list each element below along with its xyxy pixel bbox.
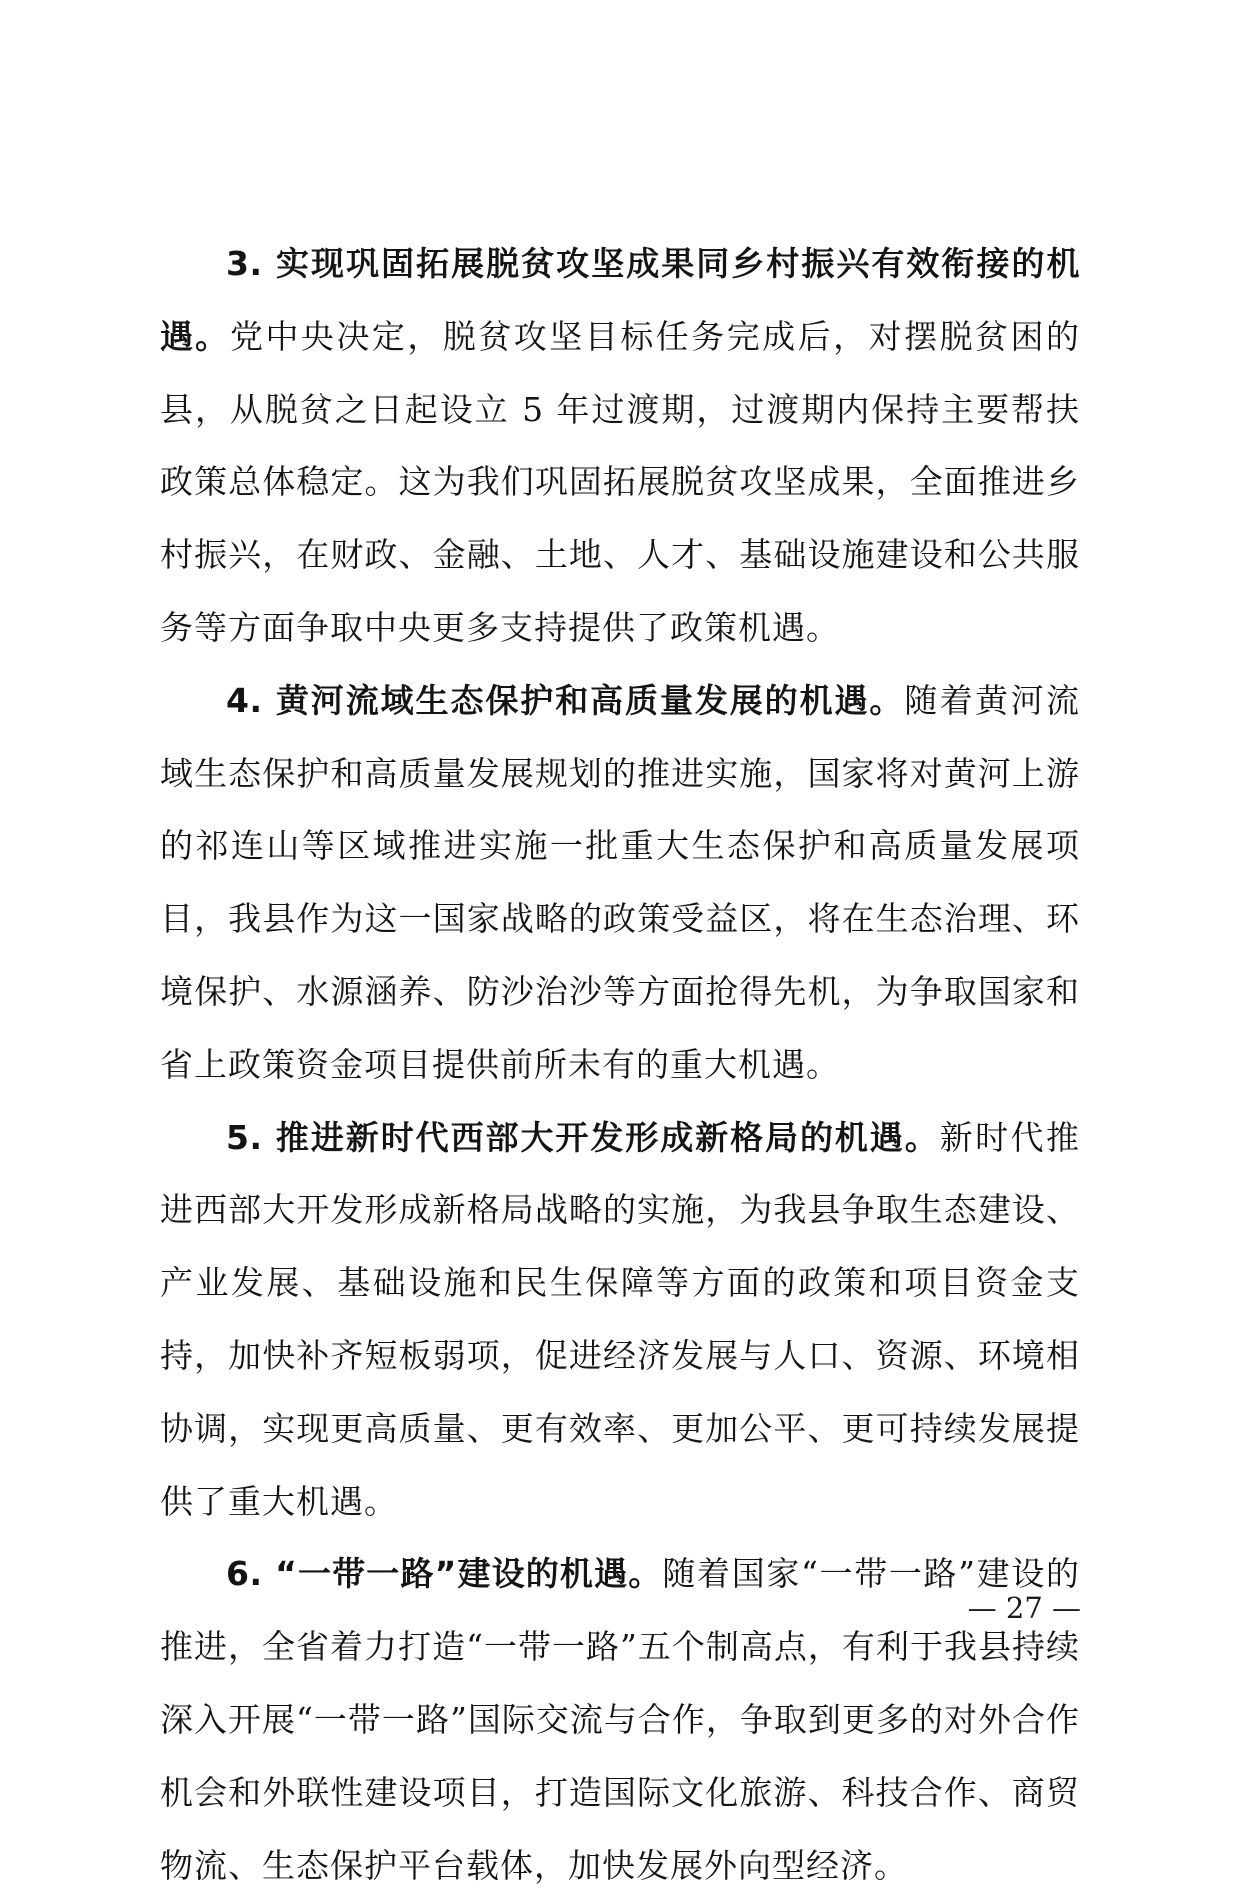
paragraph-text: 随着黄河流域生态保护和高质量发展规划的推进实施，国家将对黄河上游的祁连山等区域推进实施一批重大生态保护和高质量发展项目，我县作为这一国家战略的政策受益区，将在生态治理、环境保护、水源涵养、防沙治沙等方面抢得先机，为争取国家和省上政策资金项目提供前所未有的重大机遇。 <box>160 680 1080 1084</box>
document-body <box>160 228 1080 1902</box>
paragraph-opportunity-6 <box>160 1538 1080 1902</box>
paragraph-heading: 5. 推进新时代西部大开发形成新格局的机遇。 <box>226 1117 940 1157</box>
paragraph-text: 随着国家“一带一路”建设的推进，全省着力打造“一带一路”五个制高点，有利于我县持续深入开展“一带一路”国际交流与合作，争取到更多的对外合作机会和外联性建设项目，打造国际文化旅游、科技合作、商贸物流、生态保护平台载体，加快发展外向型经济。 <box>160 1554 1080 1885</box>
paragraph-opportunity-4 <box>160 665 1080 1102</box>
paragraph-heading: 6. “一带一路”建设的机遇。 <box>226 1554 663 1594</box>
paragraph-text: 新时代推进西部大开发形成新格局战略的实施，为我县争取生态建设、产业发展、基础设施和民生保障等方面的政策和项目资金支持，加快补齐短板弱项，促进经济发展与人口、资源、环境相协调，实现更高质量、更有效率、更加公平、更可持续发展提供了重大机遇。 <box>160 1117 1080 1521</box>
paragraph-text: 党中央决定，脱贫攻坚目标任务完成后，对摆脱贫困的县，从脱贫之日起设立 5 年过渡期，过渡期内保持主要帮扶政策总体稳定。这为我们巩固拓展脱贫攻坚成果，全面推进乡村振兴，在财政、金融、土地、人才、基础设施建设和公共服务等方面争取中央更多支持提供了政策机遇。 <box>160 316 1081 647</box>
paragraph-opportunity-3 <box>160 228 1080 665</box>
paragraph-heading: 3. 实现巩固拓展脱贫攻坚成果同乡村振兴有效衔接的机遇。 <box>160 244 1080 356</box>
page-number: — 27 — <box>967 1591 1081 1625</box>
paragraph-opportunity-5 <box>160 1102 1080 1539</box>
paragraph-heading: 4. 黄河流域生态保护和高质量发展的机遇。 <box>226 680 905 720</box>
